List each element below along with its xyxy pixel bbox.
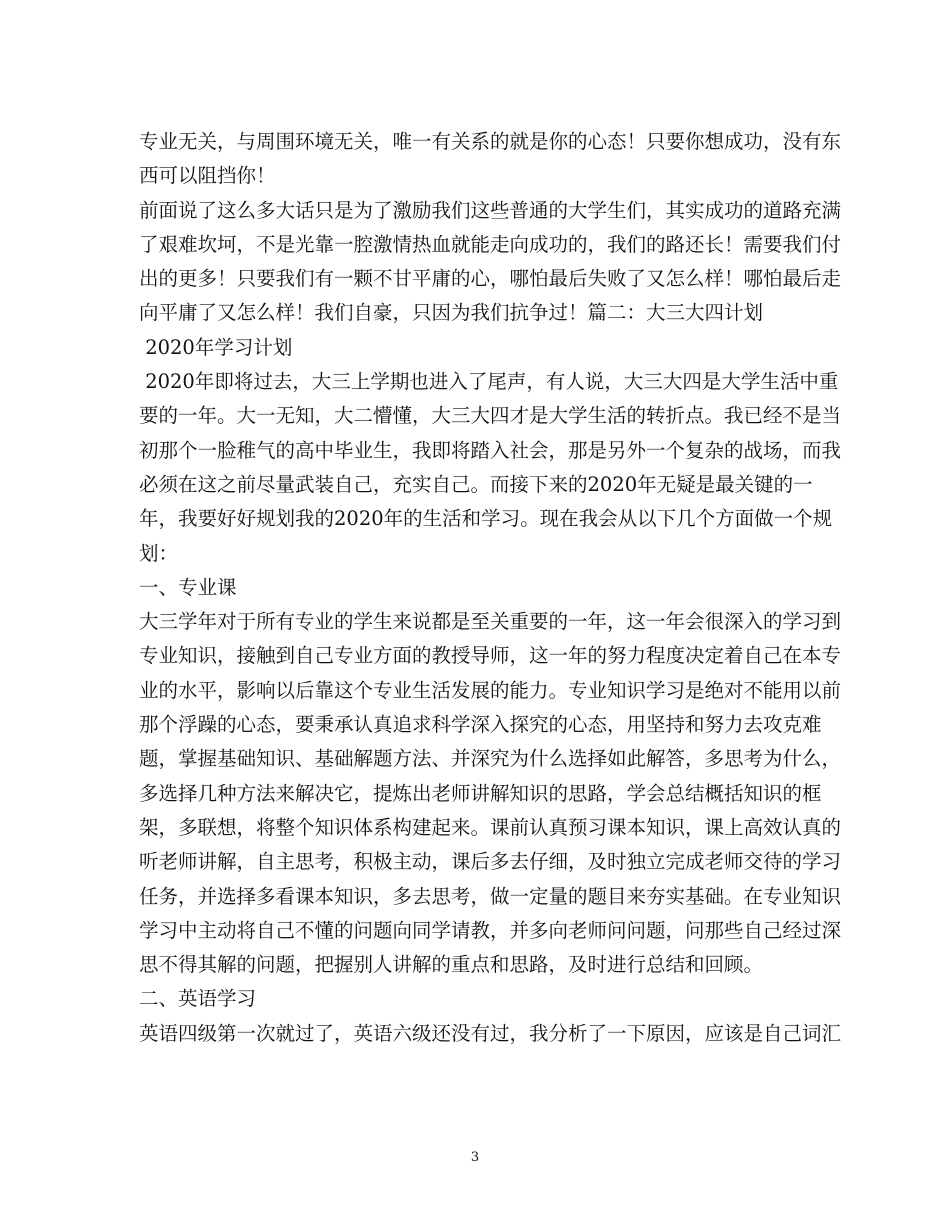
text-line: 初那个一脸稚气的高中毕业生，我即将踏入社会，那是另外一个复杂的战场，而我 bbox=[139, 438, 842, 462]
text-line: 架，多联想，将整个知识体系构建起来。课前认真预习课本知识，课上高效认真的 bbox=[139, 815, 842, 839]
text-line: 前面说了这么多大话只是为了激励我们这些普通的大学生们，其实成功的道路充满 bbox=[139, 198, 842, 222]
text-line: 专业知识，接触到自己专业方面的教授导师，这一年的努力程度决定着自己在本专 bbox=[139, 644, 842, 668]
section-heading: 一、专业课 bbox=[139, 575, 237, 599]
text-line: 英语四级第一次就过了，英语六级还没有过，我分析了一下原因，应该是自己词汇 bbox=[139, 1021, 842, 1045]
text-line: 必须在这之前尽量武装自己，充实自己。而接下来的2020年无疑是最关键的一 bbox=[139, 472, 813, 496]
section-heading: 2020年学习计划 bbox=[139, 335, 293, 359]
text-line: 2020年即将过去，大三上学期也进入了尾声，有人说，大三大四是大学生活中重 bbox=[139, 370, 839, 394]
text-line: 那个浮躁的心态，要秉承认真追求科学深入探究的心态，用坚持和努力去攻克难 bbox=[139, 713, 822, 737]
text-line: 向平庸了又怎么样！我们自豪，只因为我们抗争过！篇二：大三大四计划 bbox=[139, 301, 764, 325]
text-line: 题，掌握基础知识、基础解题方法、并深究为什么选择如此解答，多思考为什么， bbox=[139, 747, 842, 771]
text-line: 年，我要好好规划我的2020年的生活和学习。现在我会从以下几个方面做一个规 bbox=[139, 507, 833, 531]
text-line: 听老师讲解，自主思考，积极主动，课后多去仔细，及时独立完成老师交待的学习 bbox=[139, 850, 842, 874]
page-number: 3 bbox=[470, 1150, 480, 1165]
text-line: 要的一年。大一无知，大二懵懂，大三大四才是大学生活的转折点。我已经不是当 bbox=[139, 404, 842, 428]
text-line: 大三学年对于所有专业的学生来说都是至关重要的一年，这一年会很深入的学习到 bbox=[139, 610, 842, 634]
text-line: 出的更多！只要我们有一颗不甘平庸的心，哪怕最后失败了又怎么样！哪怕最后走 bbox=[139, 267, 842, 291]
text-line: 多选择几种方法来解决它，提炼出老师讲解知识的思路，学会总结概括知识的框 bbox=[139, 781, 822, 805]
text-line: 思不得其解的问题，把握别人讲解的重点和思路，及时进行总结和回顾。 bbox=[139, 953, 764, 977]
text-line: 西可以阻挡你！ bbox=[139, 164, 276, 188]
text-line: 专业无关，与周围环境无关，唯一有关系的就是你的心态！只要你想成功，没有东 bbox=[139, 130, 842, 153]
text-line: 学习中主动将自己不懂的问题向同学请教，并多向老师问问题，问那些自己经过深 bbox=[139, 918, 842, 942]
text-line: 业的水平，影响以后靠这个专业生活发展的能力。专业知识学习是绝对不能用以前 bbox=[139, 678, 842, 702]
text-line: 了艰难坎坷，不是光靠一腔激情热血就能走向成功的，我们的路还长！需要我们付 bbox=[139, 232, 842, 256]
text-line: 划： bbox=[139, 541, 179, 565]
text-line: 任务，并选择多看课本知识，多去思考，做一定量的题目来夯实基础。在专业知识 bbox=[139, 884, 842, 908]
section-heading: 二、英语学习 bbox=[139, 987, 257, 1011]
document-body bbox=[139, 125, 842, 1051]
